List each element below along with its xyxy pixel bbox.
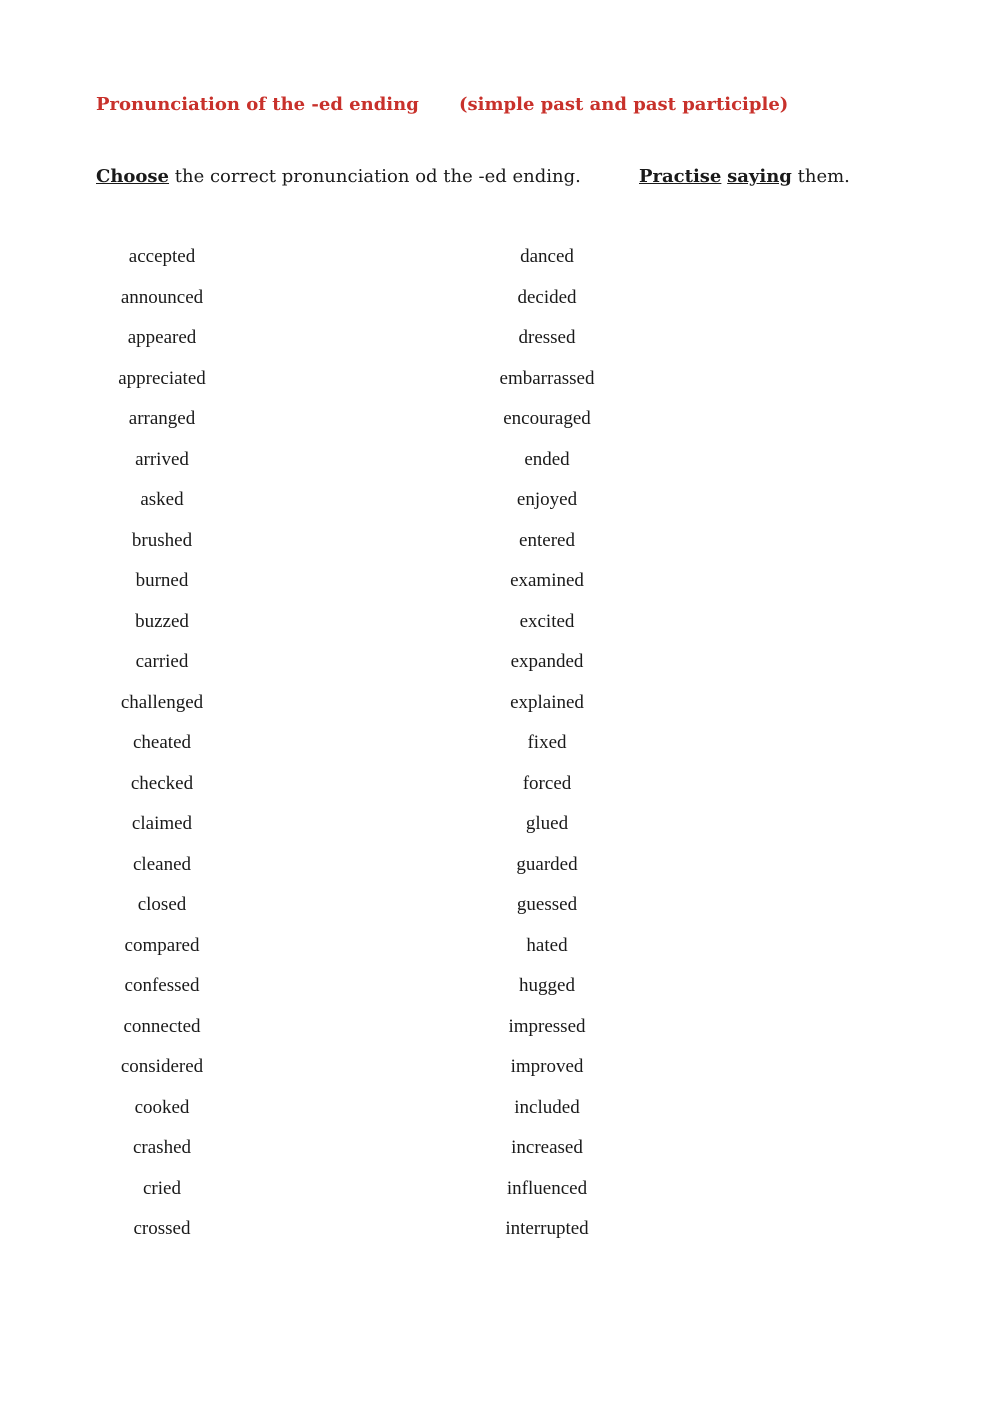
word-item: guessed [516,894,578,915]
word-item: crashed [132,1137,192,1158]
choose-text: the correct pronunciation od the -ed ending. [169,166,581,187]
word-item: embarrassed [499,367,595,389]
word-item: confessed [124,975,200,996]
word-item: excited [519,610,575,632]
word-item: compared [124,934,200,956]
instruction-choose [96,166,581,187]
word-item: cooked [134,1096,190,1118]
choose-keyword: Choose [96,166,170,187]
word-item: appeared [127,327,197,348]
word-item: encouraged [503,408,591,429]
title-subtitle: (simple past and past participle) [459,94,789,115]
word-list-column-1 [62,244,262,1257]
word-item: expanded [510,651,584,672]
word-item: asked [140,489,184,510]
word-item: danced [520,246,574,267]
instruction-practise [639,166,850,187]
word-item: cleaned [132,853,191,875]
word-item: impressed [508,1015,586,1037]
word-item: crossed [133,1218,191,1239]
word-item: examined [510,570,584,591]
word-item: accepted [128,246,196,267]
word-item: dressed [518,327,576,348]
word-item: entered [519,529,575,551]
word-item: buzzed [135,610,189,632]
word-item: challenged [120,691,204,713]
word-item: appreciated [118,367,206,389]
word-item: explained [510,691,584,713]
word-item: hugged [519,975,575,996]
word-item: glued [525,813,569,834]
word-item: ended [524,448,570,470]
word-item: interrupted [505,1218,589,1239]
saying-keyword: saying [727,166,792,187]
word-item: forced [522,772,572,794]
word-item: fixed [527,732,567,753]
word-item: cheated [132,732,191,753]
word-item: included [514,1096,580,1118]
word-item: connected [123,1015,201,1037]
word-item: closed [137,894,187,915]
word-item: hated [526,934,568,956]
practise-keyword: Practise [639,166,722,187]
word-item: decided [517,286,577,308]
word-item: burned [135,570,189,591]
word-item: enjoyed [516,489,578,510]
word-list-column-2 [447,244,647,1257]
word-item: influenced [506,1177,588,1199]
word-item: increased [511,1137,583,1158]
word-item: guarded [516,853,578,875]
title-main: Pronunciation of the -ed ending [96,94,419,115]
word-item: announced [120,286,204,308]
word-item: carried [135,651,189,672]
word-item: brushed [131,529,193,551]
them-text: them. [791,166,850,187]
word-item: checked [130,772,194,794]
word-item: improved [510,1056,584,1077]
word-item: arranged [128,408,196,429]
word-item: arrived [135,448,189,470]
word-item: cried [143,1177,181,1199]
word-item: claimed [131,813,193,834]
instructions [96,166,916,192]
page-title [96,94,916,120]
word-item: considered [120,1056,204,1077]
